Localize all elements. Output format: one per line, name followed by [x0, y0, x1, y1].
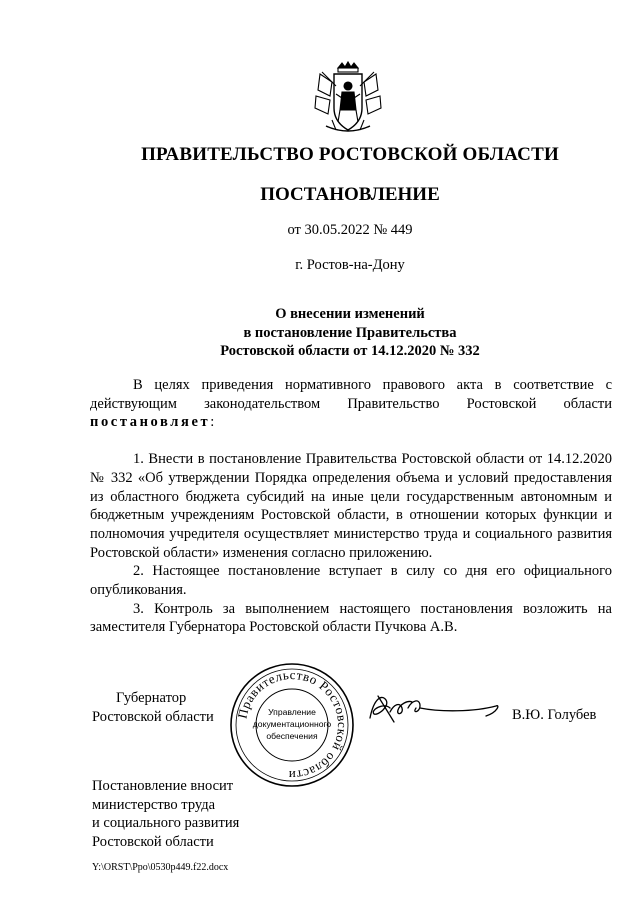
submitter-line: Ростовской области	[92, 833, 214, 850]
signatory-title	[92, 689, 214, 726]
submitter-line: министерство труда	[92, 796, 216, 813]
document-type: ПОСТАНОВЛЕНИЕ	[260, 184, 440, 205]
decree-colon: :	[210, 414, 215, 431]
seal-center-line: документационного	[252, 719, 332, 729]
seal-center-line: обеспечения	[266, 731, 318, 741]
decree-word: постановляет	[90, 414, 211, 431]
seal-center-line: Управление	[268, 707, 316, 717]
signatory-title-line: Губернатор	[116, 690, 187, 706]
submitter-line: Постановление вносит	[92, 778, 234, 794]
government-title: ПРАВИТЕЛЬСТВО РОСТОВСКОЙ ОБЛАСТИ	[141, 144, 559, 165]
subject-line: О внесении изменений	[275, 306, 425, 322]
submitter-block	[92, 777, 239, 851]
signer-name: В.Ю. Голубев	[512, 707, 597, 723]
preamble-paragraph	[90, 376, 612, 432]
file-path-footer: Y:\ORST\Ppo\0530p449.f22.docx	[92, 862, 229, 873]
item-paragraph-1: 1. Внести в постановление Правительства Ростовской области от 14.12.2020 № 332 «Об утверждении Порядка определения объема и условий предоставления из областного бюджета субсидий на иные цели государственным автономным и бюджетным учреждениям Ростовской области, в отношении которых функции и полномочия учредителя осуществляет министерство труда и социального развития Ростовской области» изменения согласно приложению.	[90, 451, 612, 561]
document-subject	[0, 305, 640, 361]
subject-line: в постановление Правительства	[243, 324, 457, 341]
official-seal-icon	[228, 661, 356, 789]
preamble-text: В целях приведения нормативного правового акта в соответствие с действующим законодательством Правительство Ростовской области	[90, 377, 612, 412]
item-paragraph-2: 2. Настоящее постановление вступает в силу со дня его официального опубликования.	[90, 563, 612, 599]
document-date-number: от 30.05.2022 № 449	[287, 222, 413, 238]
document-body	[90, 376, 612, 637]
subject-line: Ростовской области от 14.12.2020 № 332	[220, 343, 480, 359]
item-paragraph-3: 3. Контроль за выполнением настоящего постановления возложить на заместителя Губернатора Ростовской области Пучкова А.В.	[90, 600, 612, 636]
rostov-coat-of-arms-icon	[312, 60, 384, 136]
signatory-title-line: Ростовской области	[92, 708, 214, 725]
document-city: г. Ростов-на-Дону	[295, 257, 405, 273]
seal-ring-text: Правительство Ростовской области	[234, 666, 351, 784]
submitter-line: и социального развития	[92, 815, 240, 831]
handwritten-signature-icon	[364, 688, 504, 728]
